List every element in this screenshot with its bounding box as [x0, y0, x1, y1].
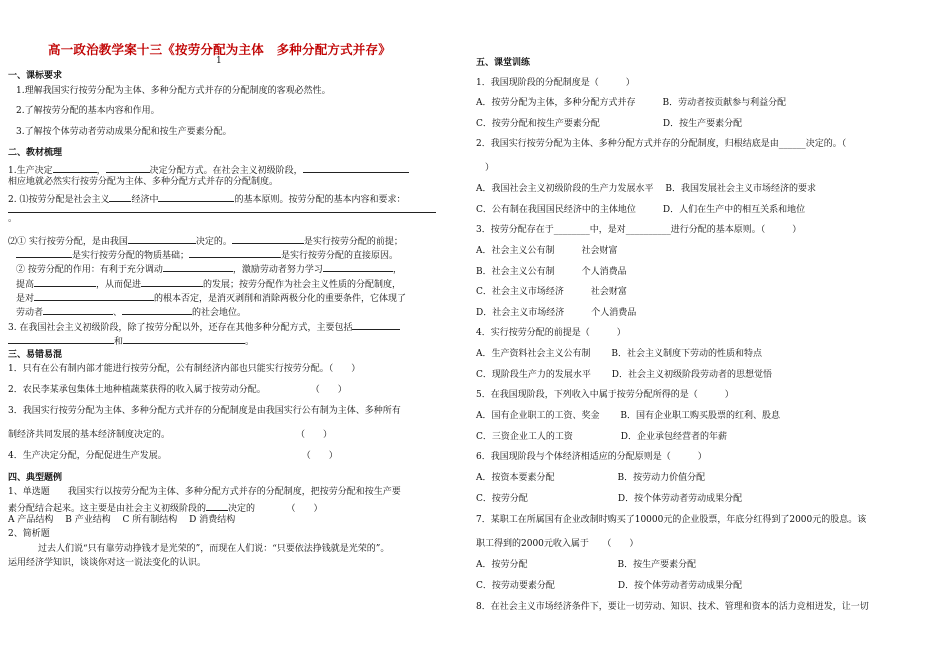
text-line: 2、简析题 — [8, 529, 50, 539]
list-item: 4．生产决定分配，分配促进生产发展。 （ ） — [8, 451, 338, 461]
option-line: A．我国社会主义初级阶段的生产力发展水平 B．我国发展社会主义市场经济的要求 — [476, 184, 816, 194]
section-heading-classroom-practice: 五、课堂训练 — [476, 58, 531, 68]
option-line: A．按劳分配为主体，多种分配方式并存 B．劳动者按贡献参与利益分配 — [476, 98, 787, 108]
option-line: D．社会主义市场经济 个人消费品 — [476, 308, 637, 318]
text-fragment: 3. 在我国社会主义初级阶段，除了按劳分配以外，还存在其他多种分配方式，主要包括 — [8, 323, 353, 333]
fill-in-line — [8, 163, 409, 177]
question-line: 2．我国实行按劳分配为主体、多种分配方式并存的分配制度，归根结底是由______决定的。（ — [476, 139, 847, 149]
fill-in-line — [8, 320, 400, 334]
section-heading-course-requirements: 一、课标要求 — [8, 71, 63, 81]
option-line: C．公有制在我国国民经济中的主体地位 D．人们在生产中的相互关系和地位 — [476, 205, 806, 215]
text-fragment: 的基本原则。按劳分配的基本内容和要求： — [234, 195, 406, 205]
fill-in-line — [16, 305, 246, 319]
blank-line[interactable] — [206, 501, 228, 511]
blank-line[interactable] — [352, 320, 400, 330]
section-heading-common-mistakes: 三、易错易混 — [8, 350, 63, 360]
text-line: 运用经济学知识，谈谈你对这一说法变化的认识。 — [8, 558, 207, 568]
fill-in-line — [16, 248, 398, 262]
list-item: 2.了解按劳分配的基本内容和作用。 — [16, 106, 160, 116]
text-fragment: ， — [96, 166, 106, 176]
fill-in-line — [8, 234, 403, 248]
answer-options: A 产品结构 B 产业结构 C 所有制结构 D 消费结构 — [8, 515, 236, 525]
text-fragment: 的发展；按劳分配作为社会主义性质的分配制度， — [203, 280, 402, 290]
blank-line[interactable] — [16, 248, 72, 258]
question-line: 8．在社会主义市场经济条件下，要让一切劳动、知识、技术、管理和资本的活力竞相迸发，让一切 — [476, 602, 869, 612]
blank-line[interactable] — [34, 291, 154, 301]
list-item: 3.了解按个体劳动者劳动成果分配和按生产要素分配。 — [16, 127, 232, 137]
answer-line[interactable] — [8, 212, 436, 213]
fill-in-line — [8, 334, 254, 348]
fill-in-line — [16, 291, 406, 305]
option-line: A．按劳分配 B．按生产要素分配 — [476, 560, 697, 570]
text-fragment: 决定的。 — [195, 237, 232, 247]
option-line: C．按劳分配 D．按个体劳动者劳动成果分配 — [476, 494, 743, 504]
text-fragment: 1.生产决定 — [8, 166, 53, 176]
option-line: C．按劳分配和按生产要素分配 D．按生产要素分配 — [476, 119, 743, 129]
blank-line[interactable] — [8, 334, 114, 344]
text-line: 过去人们说“只有靠劳动挣钱才是光荣的”，而现在人们说：“只要依法挣钱就是光荣的”。 — [38, 544, 390, 554]
list-item: 1.理解我国实行按劳分配为主体、多种分配方式并存的分配制度的客观必然性。 — [16, 86, 331, 96]
text-fragment: 劳动者 — [16, 308, 44, 318]
text-line: 相应地就必然实行按劳分配为主体、多种分配方式并存的分配制度。 — [8, 177, 279, 187]
text-fragment: 2. ⑴按劳分配是社会主义 — [8, 195, 110, 205]
text-fragment: 经济中 — [131, 195, 159, 205]
blank-line[interactable] — [123, 334, 245, 344]
text-fragment: 。 — [245, 337, 255, 347]
option-line: A．生产资料社会主义公有制 B．社会主义制度下劳动的性质和特点 — [476, 349, 762, 359]
text-fragment: 是实行按劳分配的前提； — [303, 237, 403, 247]
option-line: C．三资企业工人的工资 D．企业承包经营者的年薪 — [476, 432, 727, 442]
text-fragment: ，从而促进 — [96, 280, 142, 290]
question-line: 1．我国现阶段的分配制度是（ ） — [476, 78, 635, 88]
blank-line[interactable] — [141, 277, 203, 287]
option-line: C．按劳动要素分配 D．按个体劳动者劳动成果分配 — [476, 581, 743, 591]
text-fragment: 决定的 （ ） — [228, 504, 323, 514]
question-line: 7．某职工在所属国有企业改制时购买了10000元的企业股票，年底分红得到了2000元的股息。该 — [476, 515, 867, 525]
text-fragment: ，激励劳动者努力学习 — [232, 265, 323, 275]
section-heading-textbook-review: 二、教材梳理 — [8, 148, 63, 158]
option-line: C．现阶段生产力的发展水平 D．社会主义初级阶段劳动者的思想觉悟 — [476, 370, 772, 380]
text-fragment: ② 按劳分配的作用：有利于充分调动 — [16, 265, 163, 275]
text-fragment: 的根本否定，是消灭剥削和消除两极分化的重要条件，它体现了 — [154, 294, 407, 304]
text-fragment: 、 — [113, 308, 123, 318]
question-line: 职工得到的2000元收入属于 （ ） — [476, 539, 639, 549]
fill-in-line — [16, 262, 402, 276]
text-fragment: 和 — [114, 337, 124, 347]
blank-line[interactable] — [106, 163, 150, 173]
text-line: 1、单选题 我国实行以按劳分配为主体、多种分配方式并存的分配制度，把按劳分配和按生产要 — [8, 487, 401, 497]
text-fragment: 是实行按劳分配的直接原因。 — [281, 251, 399, 261]
text-line: 。 — [8, 214, 18, 224]
blank-line[interactable] — [53, 163, 97, 173]
option-line: A．国有企业职工的工资、奖金 B．国有企业职工购买股票的红利、股息 — [476, 411, 780, 421]
fill-in-line — [8, 501, 323, 515]
blank-line[interactable] — [163, 262, 233, 272]
fill-in-line — [16, 277, 401, 291]
text-fragment: 的社会地位。 — [192, 308, 247, 318]
list-item: 3．我国实行按劳分配为主体、多种分配方式并存的分配制度是由我国实行公有制为主体、多种所有 — [8, 406, 401, 416]
blank-line[interactable] — [323, 262, 393, 272]
blank-line[interactable] — [303, 163, 409, 173]
blank-line[interactable] — [122, 305, 192, 315]
option-line: B．社会主义公有制 个人消费品 — [476, 267, 627, 277]
section-heading-typical-examples: 四、典型题例 — [8, 473, 63, 483]
option-line: A．社会主义公有制 社会财富 — [476, 246, 618, 256]
text-fragment: 决定分配方式。在社会主义初级阶段， — [149, 166, 303, 176]
text-fragment: 是对 — [16, 294, 35, 304]
text-fragment: 是实行按劳分配的物质基础； — [72, 251, 190, 261]
text-fragment: 提高 — [16, 280, 35, 290]
blank-line[interactable] — [232, 234, 304, 244]
question-line: 4．实行按劳分配的前提是（ ） — [476, 328, 626, 338]
blank-line[interactable] — [43, 305, 113, 315]
fill-in-line — [8, 192, 405, 206]
list-item: 1．只有在公有制内部才能进行按劳分配，公有制经济内部也只能实行按劳分配。（ ） — [8, 364, 361, 374]
page-number: 1 — [216, 56, 222, 66]
list-item: 2．农民李某承包集体土地种植蔬菜获得的收入属于按劳动分配。 （ ） — [8, 385, 347, 395]
option-line: C．社会主义市场经济 社会财富 — [476, 287, 627, 297]
option-line: A．按资本要素分配 B．按劳动力价值分配 — [476, 473, 706, 483]
text-fragment: 素分配结合起来。这主要是由社会主义初级阶段的 — [8, 504, 207, 514]
text-fragment: ⑵① 实行按劳分配，是由我国 — [8, 237, 128, 247]
text-fragment: ， — [392, 265, 402, 275]
question-line: ） — [476, 163, 495, 173]
question-line: 6．我国现阶段与个体经济相适应的分配原则是（ ） — [476, 452, 707, 462]
question-line: 5．在我国现阶段，下列收入中属于按劳分配所得的是（ ） — [476, 390, 734, 400]
blank-line[interactable] — [189, 248, 281, 258]
question-line: 3．按劳分配存在于________中，是对__________进行分配的基本原则。（ ） — [476, 225, 802, 235]
blank-line[interactable] — [109, 192, 131, 202]
blank-line[interactable] — [158, 192, 234, 202]
list-item: 制经济共同发展的基本经济制度决定的。 （ ） — [8, 430, 333, 440]
document-title: 高一政治教学案十三《按劳分配为主体 多种分配方式并存》 — [48, 42, 391, 57]
blank-line[interactable] — [128, 234, 196, 244]
blank-line[interactable] — [34, 277, 96, 287]
